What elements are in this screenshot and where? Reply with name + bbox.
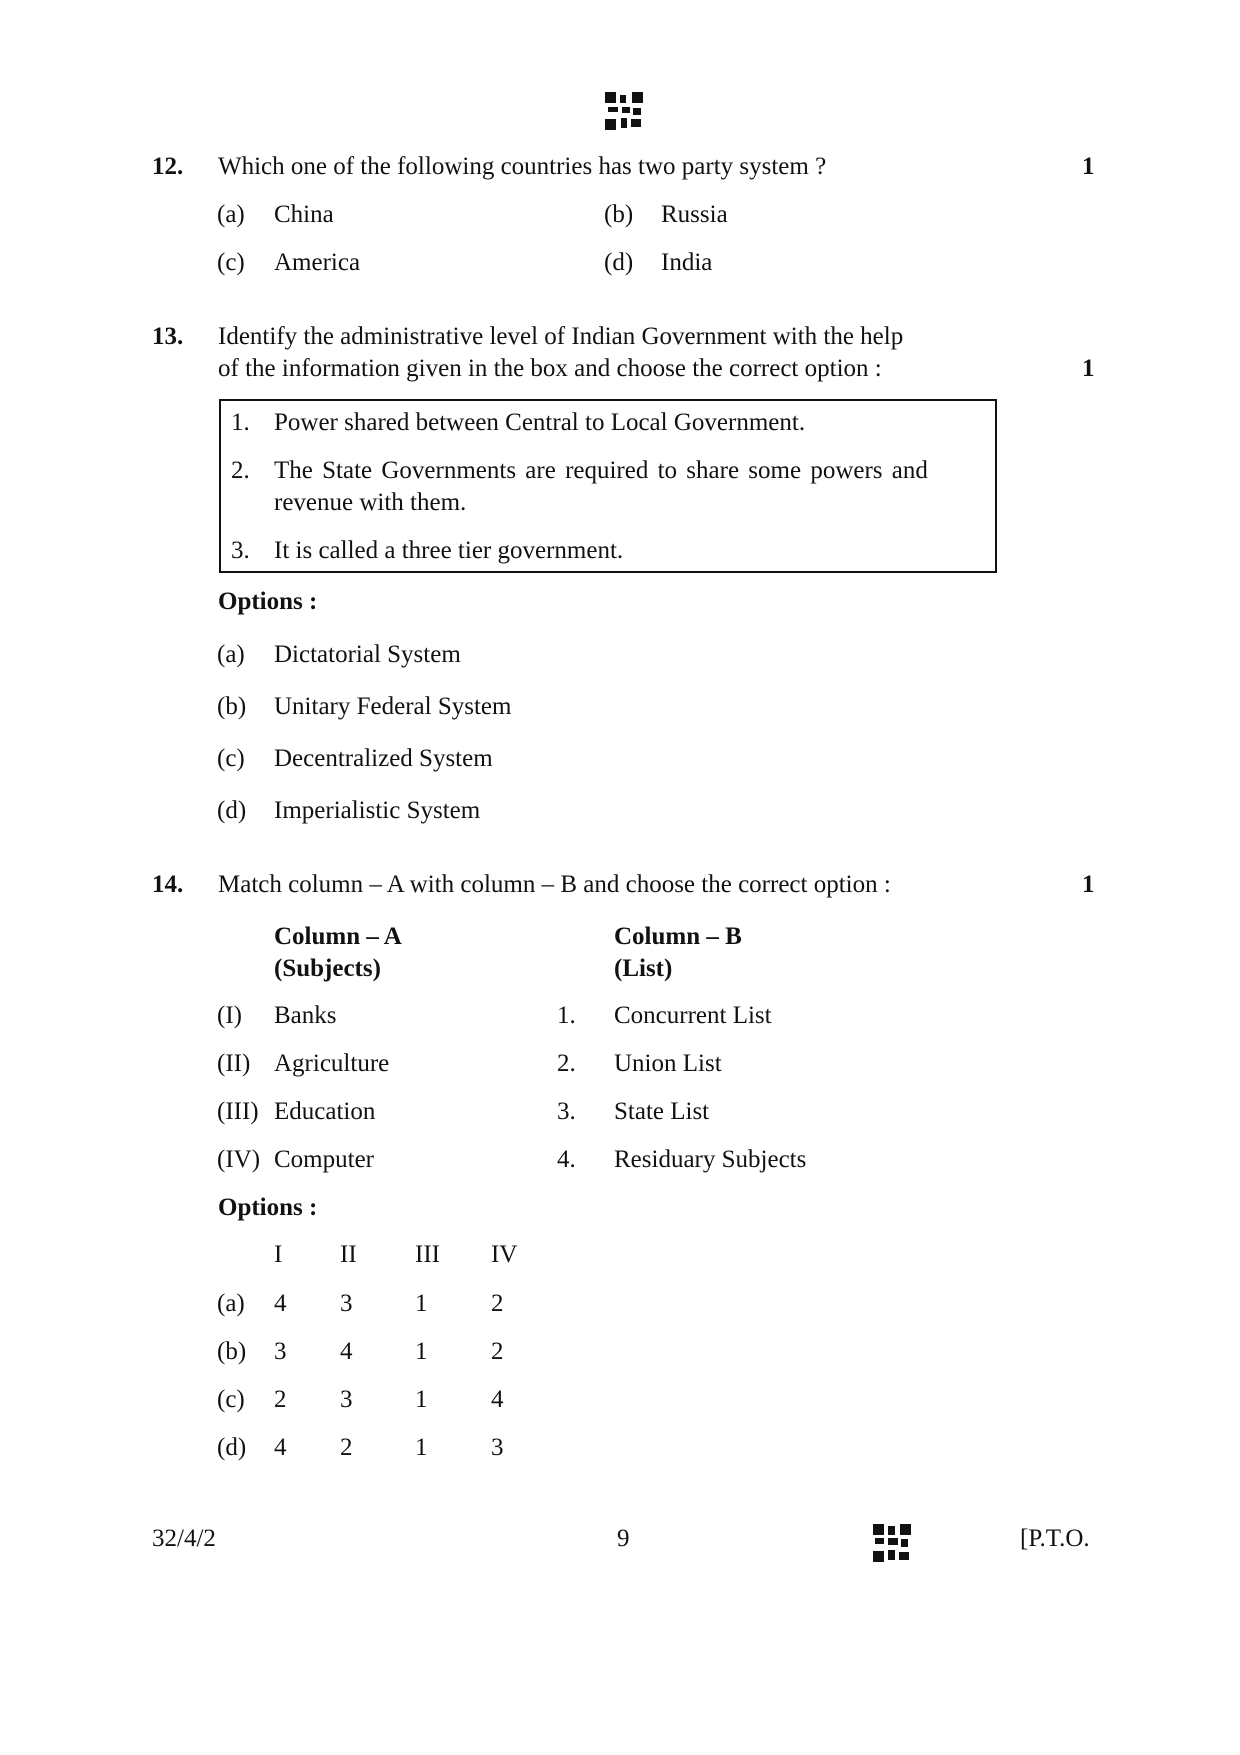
option-value: 2 [491,1290,504,1317]
option-text: Decentralized System [274,745,493,772]
box-item-text: Power shared between Central to Local Government. [274,409,806,436]
col-b-text: State List [614,1098,710,1125]
qr-code-icon [605,92,643,130]
option-label: (a) [217,641,245,668]
col-a-label: (III) [217,1098,259,1125]
option-header: III [415,1241,440,1268]
box-item-text: It is called a three tier government. [274,537,624,564]
option-value: 3 [340,1386,353,1413]
column-b-title: Column – B [614,923,742,950]
option-label: (d) [217,797,247,824]
col-a-label: (II) [217,1050,251,1077]
option-label: (c) [217,1386,245,1413]
option-text: Russia [661,201,728,228]
option-label: (a) [217,201,245,228]
col-b-label: 3. [557,1098,576,1125]
option-value: 1 [415,1290,428,1317]
question-text-line1: Identify the administrative level of Indian Government with the help [218,323,904,350]
option-value: 4 [274,1434,287,1461]
question-marks: 1 [1082,871,1095,898]
option-label: (d) [604,249,634,276]
option-label: (b) [217,1338,247,1365]
column-a-subtitle: (Subjects) [274,955,381,982]
option-value: 1 [415,1338,428,1365]
question-marks: 1 [1082,355,1095,382]
option-value: 4 [491,1386,504,1413]
option-value: 2 [274,1386,287,1413]
option-text: Dictatorial System [274,641,461,668]
page-number: 9 [617,1525,630,1552]
option-label: (c) [217,745,245,772]
option-text: Unitary Federal System [274,693,512,720]
paper-code: 32/4/2 [152,1525,216,1552]
option-value: 4 [340,1338,353,1365]
box-item-number: 1. [231,409,250,436]
col-a-label: (I) [217,1002,242,1029]
box-item-text-cont: revenue with them. [274,489,467,516]
col-a-text: Computer [274,1146,374,1173]
option-header: II [340,1241,357,1268]
option-label: (b) [604,201,634,228]
col-b-label: 1. [557,1002,576,1029]
option-value: 1 [415,1386,428,1413]
option-text: China [274,201,334,228]
col-b-text: Union List [614,1050,722,1077]
option-label: (c) [217,249,245,276]
box-item-text: The State Governments are required to share some powers and [274,457,928,484]
col-b-text: Concurrent List [614,1002,772,1029]
option-value: 3 [274,1338,287,1365]
question-number: 13. [152,323,184,350]
box-item-number: 2. [231,457,250,484]
option-text: India [661,249,713,276]
option-value: 2 [340,1434,353,1461]
option-value: 4 [274,1290,287,1317]
question-text-line2: of the information given in the box and choose the correct option : [218,355,882,382]
option-value: 2 [491,1338,504,1365]
option-text: Imperialistic System [274,797,481,824]
column-a-title: Column – A [274,923,402,950]
option-value: 3 [491,1434,504,1461]
option-label: (d) [217,1434,247,1461]
col-b-label: 4. [557,1146,576,1173]
col-a-text: Education [274,1098,376,1125]
col-b-label: 2. [557,1050,576,1077]
qr-code-icon [873,1524,911,1562]
question-number: 14. [152,871,184,898]
col-a-text: Agriculture [274,1050,390,1077]
option-value: 1 [415,1434,428,1461]
please-turn-over: [P.T.O. [1020,1525,1090,1552]
option-text: America [274,249,361,276]
question-marks: 1 [1082,153,1095,180]
question-number: 12. [152,153,184,180]
option-header: IV [491,1241,518,1268]
option-header: I [274,1241,283,1268]
box-item-number: 3. [231,537,250,564]
option-value: 3 [340,1290,353,1317]
option-label: (b) [217,693,247,720]
col-a-text: Banks [274,1002,337,1029]
options-heading: Options : [218,1194,318,1221]
column-b-subtitle: (List) [614,955,673,982]
col-b-text: Residuary Subjects [614,1146,807,1173]
col-a-label: (IV) [217,1146,261,1173]
question-text: Match column – A with column – B and choose the correct option : [218,871,891,898]
options-heading: Options : [218,588,318,615]
question-text: Which one of the following countries has two party system ? [218,153,827,180]
option-label: (a) [217,1290,245,1317]
